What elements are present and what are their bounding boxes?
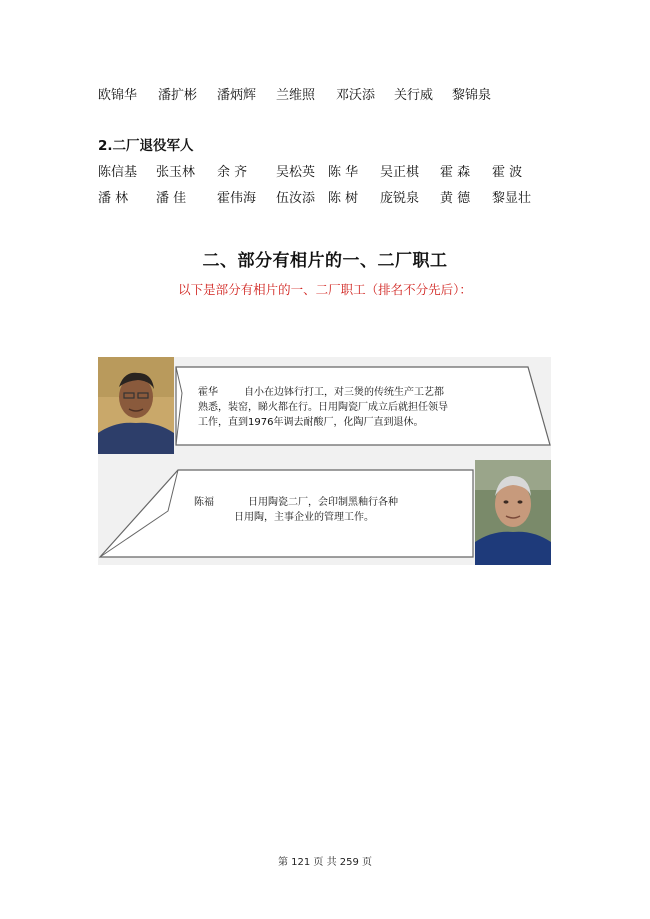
person-name: 张玉林 xyxy=(156,165,196,180)
page-number: 第 121 页 共 259 页 xyxy=(277,857,373,868)
person-name: 黎锦泉 xyxy=(452,88,492,103)
person-name: 庞锐泉 xyxy=(380,191,420,206)
bio-line: 自小在边钵行打工，对三煲的传统生产工艺都 xyxy=(244,387,444,398)
section-title: 二、部分有相片的一、二厂职工 xyxy=(202,251,448,271)
profile-name: 陈福 xyxy=(194,497,214,508)
profile-name: 霍华 xyxy=(198,387,218,398)
bio-line: 日用陶，主事企业的管理工作。 xyxy=(234,512,374,523)
person-name: 欧锦华 xyxy=(98,88,138,103)
profile-bio-2 xyxy=(194,495,454,525)
person-name: 陈 树 xyxy=(328,191,359,206)
portrait-photo xyxy=(475,460,551,565)
person-name: 吴松英 xyxy=(276,165,316,180)
person-name: 吴正棋 xyxy=(380,165,420,180)
person-name: 陈 华 xyxy=(328,165,359,180)
person-name: 黎显壮 xyxy=(492,191,532,206)
person-name: 陈信基 xyxy=(98,165,138,180)
profile-panel xyxy=(98,357,551,565)
person-name: 邓沃添 xyxy=(336,88,376,103)
person-name: 兰维照 xyxy=(276,88,316,103)
bio-line: 熟悉，装窑，睇火都在行。日用陶瓷厂成立后就担任领导 xyxy=(198,402,448,413)
person-name: 霍 森 xyxy=(440,165,471,180)
person-name: 黄 德 xyxy=(440,191,471,206)
person-name: 潘 林 xyxy=(98,191,129,206)
person-name: 潘 佳 xyxy=(156,191,187,206)
person-name: 关行威 xyxy=(394,88,434,103)
person-name: 霍 波 xyxy=(492,165,523,180)
person-name: 潘炳辉 xyxy=(217,88,257,103)
bio-line: 工作，直到1976年调去耐酸厂，化陶厂直到退休。 xyxy=(198,417,424,428)
person-name: 余 齐 xyxy=(217,165,248,180)
veterans-heading: 2.二厂退役军人 xyxy=(98,138,194,154)
section-intro: 以下是部分有相片的一、二厂职工（排名不分先后）： xyxy=(178,282,472,297)
person-name: 霍伟海 xyxy=(217,191,257,206)
person-name: 潘扩彬 xyxy=(158,88,198,103)
bio-line: 日用陶瓷二厂，会印制黑釉行各种 xyxy=(248,497,398,508)
person-name: 伍汝添 xyxy=(276,191,316,206)
